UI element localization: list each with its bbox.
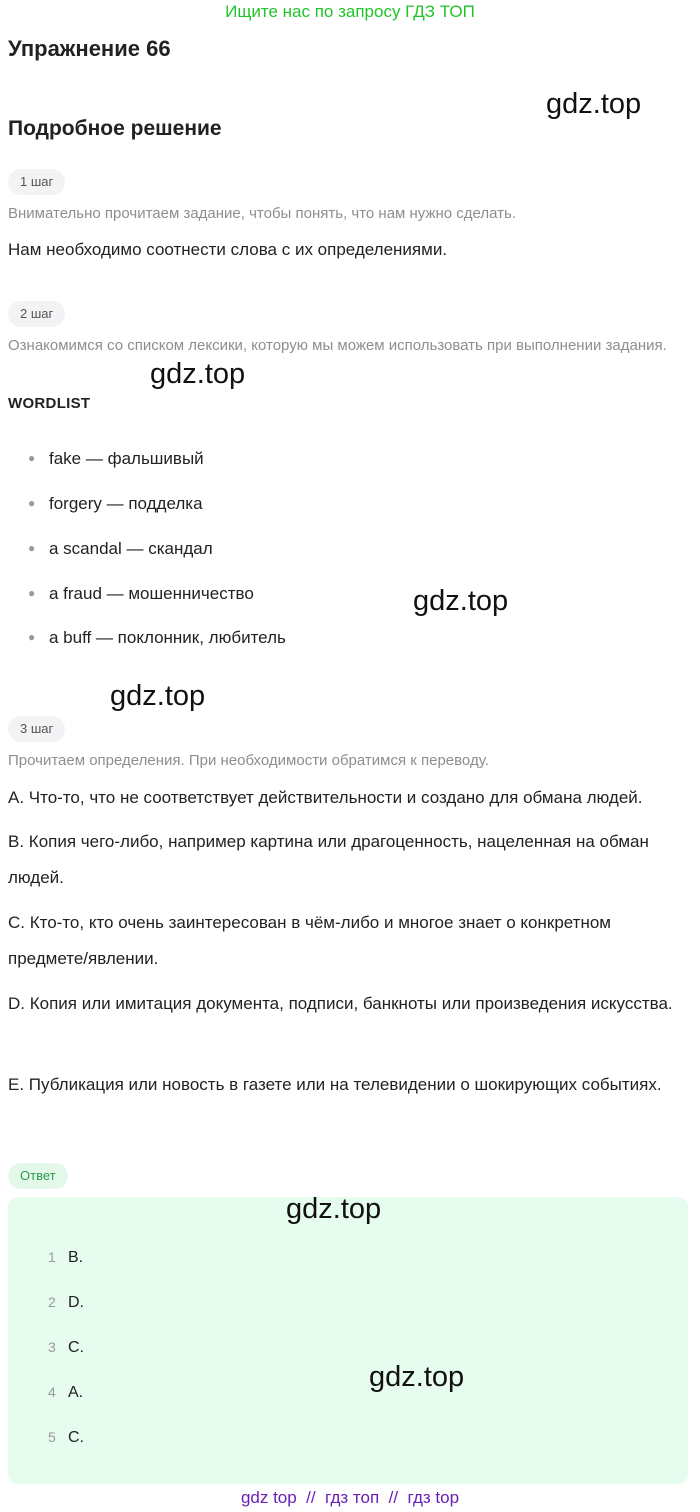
footer-links[interactable]: gdz top // гдз топ // гдз top: [240, 1488, 460, 1507]
step-1-badge: [8, 169, 65, 195]
section-title: Подробное решение: [8, 117, 222, 140]
list-item: [28, 627, 286, 648]
answer-row: [48, 1382, 83, 1403]
answer-number: 5: [48, 1429, 56, 1445]
step-1-text: Нам необходимо соотнести слова с их определениями.: [8, 240, 448, 259]
watermark: gdz.top: [546, 88, 642, 120]
step-badge-label: 2 шаг: [8, 301, 65, 327]
definition-d: D. Копия или имитация документа, подписи, банкноты или произведения искусства.: [8, 994, 673, 1013]
definition-c: C. Кто-то, кто очень заинтересован в чём-либо и многое знает о конкретном предмете/явлении.: [8, 913, 611, 968]
bullet-icon: ●: [28, 630, 36, 644]
answer-value: D.: [68, 1294, 84, 1311]
page-title: Упражнение 66: [8, 36, 171, 61]
list-item: [28, 493, 203, 514]
wordlist-entry: a scandal — скандал: [49, 539, 213, 558]
answer-row: [48, 1247, 83, 1268]
answer-number: 3: [48, 1339, 56, 1355]
answer-number: 2: [48, 1294, 56, 1310]
answer-value: B.: [68, 1249, 84, 1266]
step-3-badge: [8, 716, 65, 742]
bullet-icon: ●: [28, 496, 36, 510]
answer-number: 1: [48, 1249, 56, 1265]
watermark: gdz.top: [110, 680, 206, 712]
bullet-icon: ●: [28, 586, 36, 600]
answer-number: 4: [48, 1384, 56, 1400]
wordlist-entry: a fraud — мошенничество: [49, 584, 254, 603]
watermark: gdz.top: [369, 1361, 465, 1393]
wordlist-entry: fake — фальшивый: [49, 449, 204, 468]
watermark: gdz.top: [150, 358, 246, 390]
wordlist-heading: WORDLIST: [8, 395, 91, 412]
step-3-hint: Прочитаем определения. При необходимости обратимся к переводу.: [8, 752, 489, 769]
step-badge-label: 3 шаг: [8, 716, 65, 742]
answer-panel: [8, 1197, 688, 1484]
definition-e: E. Публикация или новость в газете или на телевидении о шокирующих событиях.: [8, 1075, 662, 1094]
definition-a: A. Что-то, что не соответствует действительности и создано для обмана людей.: [8, 788, 643, 807]
answer-row: [48, 1427, 84, 1448]
answer-row: [48, 1292, 84, 1313]
bullet-icon: ●: [28, 451, 36, 465]
step-1-hint: Внимательно прочитаем задание, чтобы понять, что нам нужно сделать.: [8, 205, 517, 222]
search-banner[interactable]: Ищите нас по запросу ГДЗ ТОП: [225, 2, 475, 21]
wordlist-entry: a buff — поклонник, любитель: [49, 628, 286, 647]
answer-value: C.: [68, 1429, 84, 1446]
watermark: gdz.top: [413, 585, 509, 617]
list-item: [28, 448, 204, 469]
list-item: [28, 583, 254, 604]
watermark: gdz.top: [286, 1193, 382, 1225]
answer-row: [48, 1337, 84, 1358]
step-2-badge: [8, 301, 65, 327]
bullet-icon: ●: [28, 541, 36, 555]
step-2-hint: Ознакомимся со списком лексики, которую мы можем использовать при выполнении задания.: [8, 337, 667, 354]
answer-badge: Ответ: [8, 1163, 68, 1189]
wordlist-entry: forgery — подделка: [49, 494, 203, 513]
definition-b: B. Копия чего-либо, например картина или драгоценность, нацеленная на обман людей.: [8, 832, 649, 887]
step-badge-label: 1 шаг: [8, 169, 65, 195]
answer-value: C.: [68, 1339, 84, 1356]
list-item: [28, 538, 213, 559]
answer-value: A.: [68, 1384, 84, 1401]
